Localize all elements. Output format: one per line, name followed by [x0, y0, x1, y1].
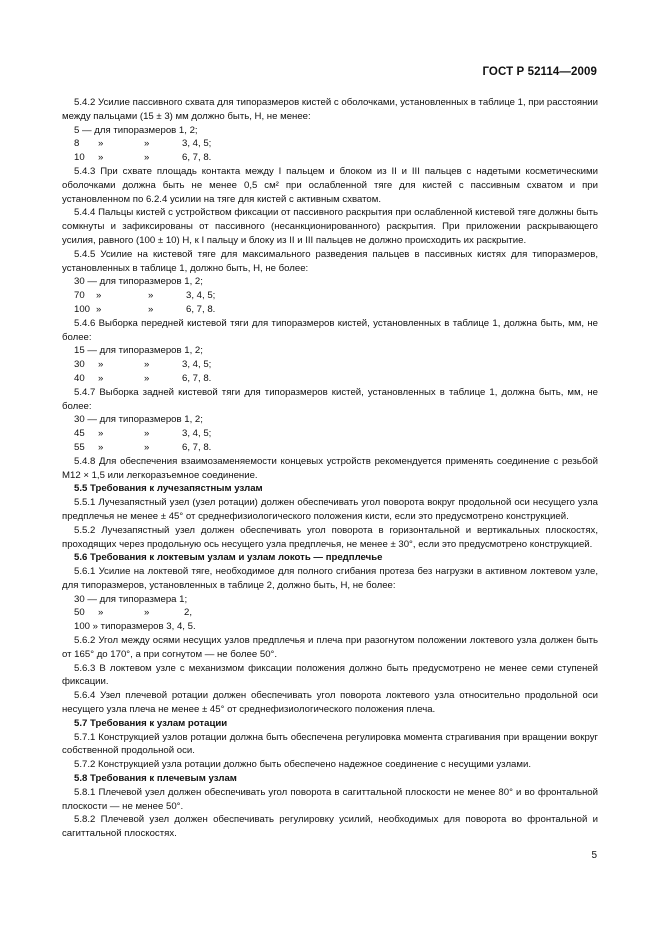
page-body [62, 96, 598, 841]
list-cell: » [148, 290, 154, 302]
section-heading: 5.6 Требования к локтевым узлам и узлам локоть — предплечье [74, 552, 383, 564]
document-header: ГОСТ Р 52114—2009 [482, 66, 597, 78]
list-row [62, 151, 598, 165]
list-cell: 40 [74, 372, 85, 384]
page-number: 5 [591, 850, 597, 861]
list-row [62, 427, 598, 441]
list-cell: » [98, 152, 104, 164]
list-cell: » [144, 152, 150, 164]
list-cell: 6, 7, 8. [182, 372, 212, 384]
list-cell: 6, 7, 8. [182, 441, 212, 453]
list-row [62, 606, 598, 620]
section-heading: 5.7 Требования к узлам ротации [74, 717, 228, 729]
list-cell: » [144, 428, 150, 440]
paragraph: 5.5.2 Лучезапястный узел должен обеспечивать угол поворота в горизонтальной и вертикальных плоскостях, проходящих через продольную ось несущего узла предплечья, не менее ± 30°, если это предусмотрено конструкцией. [62, 524, 598, 550]
list-cell: 55 [74, 441, 85, 453]
list-cell: » [144, 441, 150, 453]
list-cell: » [98, 372, 104, 384]
section-heading: 5.5 Требования к лучезапястным узлам [74, 483, 263, 495]
list-row [62, 441, 598, 455]
list-cell: 6, 7, 8. [182, 152, 212, 164]
list-cell: 8 [74, 138, 80, 150]
paragraph: 5.4.4 Пальцы кистей с устройством фиксации от пассивного раскрытия при ослабленной кистевой тяге должны быть сомкнуты и зафиксированы от пассивного (несанкционированного) раскрытия. При приложении раскрывающего усилия, равного (100 ± 10) Н, к I пальцу и блоку из II и III пальцев не должно происходить их раскрытие. [62, 207, 598, 246]
list-cell: 100 [74, 303, 91, 315]
list-cell: » [98, 441, 104, 453]
list-line: 5 — для типоразмеров 1, 2; [74, 124, 198, 136]
list-cell: 10 [74, 152, 85, 164]
list-cell: » [148, 303, 154, 315]
paragraph: 5.4.8 Для обеспечения взаимозаменяемости концевых устройств рекомендуется применять соединение с резьбой М12 × 1,5 или легкоразъемное соединение. [62, 455, 598, 481]
section-heading: 5.8 Требования к плечевым узлам [74, 773, 237, 785]
paragraph: 5.6.4 Узел плечевой ротации должен обеспечивать угол поворота локтевого узла относительно продольной оси несущего узла плеча не менее ± 45° от среднефизиологического положения плеча. [62, 690, 598, 716]
paragraph: 5.4.5 Усилие на кистевой тяге для максимального разведения пальцев в пассивных кистях для типоразмеров, установленных в таблице 1, должно быть, Н, не более: [62, 248, 598, 274]
list-cell: 30 [74, 359, 85, 371]
list-cell: 3, 4, 5; [186, 290, 216, 302]
list-cell: 2, [184, 607, 193, 619]
list-row [62, 137, 598, 151]
paragraph: 5.7.1 Конструкцией узлов ротации должна быть обеспечена регулировка момента страгивания при вращении вокруг собственной продольной оси. [62, 731, 598, 757]
list-cell: » [144, 372, 150, 384]
list-cell: 3, 4, 5; [182, 428, 212, 440]
list-cell: 50 [74, 607, 85, 619]
list-cell: 6, 7, 8. [186, 303, 216, 315]
list-line: 30 — для типоразмеров 1, 2; [74, 276, 203, 288]
list-row [62, 358, 598, 372]
list-line: 30 — для типоразмера 1; [74, 593, 188, 605]
paragraph: 5.4.7 Выборка задней кистевой тяги для типоразмеров кистей, установленных в таблице 1, должна быть, мм, не более: [62, 386, 598, 412]
paragraph: 5.6.1 Усилие на локтевой тяге, необходимое для полного сгибания протеза без нагрузки в активном локтевом узле, для типоразмеров, установленных в таблице 2, должно быть, Н, не более: [62, 566, 598, 591]
list-cell: » [98, 428, 104, 440]
list-cell: 3, 4, 5; [182, 138, 212, 150]
paragraph: 5.4.3 При схвате площадь контакта между I пальцем и блоком из II и III пальцев с надетыми косметическими оболочками должна быть не менее 0,5 см² при ослабленной тяге для кистей с пассивным схватом и при установленном по 6.2.4 усилии на тяге для кистей с активным схватом. [62, 165, 598, 205]
list-cell: 70 [74, 290, 85, 302]
list-cell: » [98, 138, 104, 150]
list-row [62, 289, 598, 303]
paragraph: 5.8.2 Плечевой узел должен обеспечивать регулировку усилий, необходимых для поворота во фронтальной и сагиттальной плоскостях. [62, 814, 598, 840]
list-cell: » [144, 359, 150, 371]
paragraph: 5.5.1 Лучезапястный узел (узел ротации) должен обеспечивать угол поворота вокруг продольной оси несущего узла предплечья не менее ± 45° от среднефизиологического положения кисти, если это предусмотрено конструкцией. [62, 497, 598, 522]
list-cell: » [96, 303, 102, 315]
list-cell: » [96, 290, 102, 302]
list-line: 15 — для типоразмеров 1, 2; [74, 345, 203, 357]
paragraph: 5.4.6 Выборка передней кистевой тяги для типоразмеров кистей, установленных в таблице 1, должна быть, мм, не более: [62, 317, 598, 343]
list-line: 100 » типоразмеров 3, 4, 5. [74, 621, 196, 633]
paragraph: 5.8.1 Плечевой узел должен обеспечивать угол поворота в сагиттальной плоскости не менее 80° и во фронтальной плоскости — не менее 50°. [62, 786, 598, 812]
list-cell: 3, 4, 5; [182, 359, 212, 371]
list-cell: 45 [74, 428, 85, 440]
paragraph: 5.6.3 В локтевом узле с механизмом фиксации положения должно быть предусмотрено не менее семи ступеней фиксации. [62, 662, 598, 688]
list-cell: » [98, 607, 104, 619]
list-cell: » [144, 138, 150, 150]
paragraph: 5.4.2 Усилие пассивного схвата для типоразмеров кистей с оболочками, установленных в таблице 1, при расстоянии между пальцами (15 ± 3) мм должно быть, Н, не менее: [62, 97, 598, 122]
paragraph: 5.6.2 Угол между осями несущих узлов предплечья и плеча при разогнутом положении локтевого узла должен быть от 165° до 170°, а при согнутом — не более 50°. [62, 635, 598, 660]
list-line: 30 — для типоразмеров 1, 2; [74, 414, 203, 426]
list-row [62, 372, 598, 386]
list-cell: » [144, 607, 150, 619]
list-cell: » [98, 359, 104, 371]
paragraph: 5.7.2 Конструкцией узла ротации должно быть обеспечено надежное соединение с несущими узлами. [74, 759, 532, 771]
list-row [62, 303, 598, 317]
